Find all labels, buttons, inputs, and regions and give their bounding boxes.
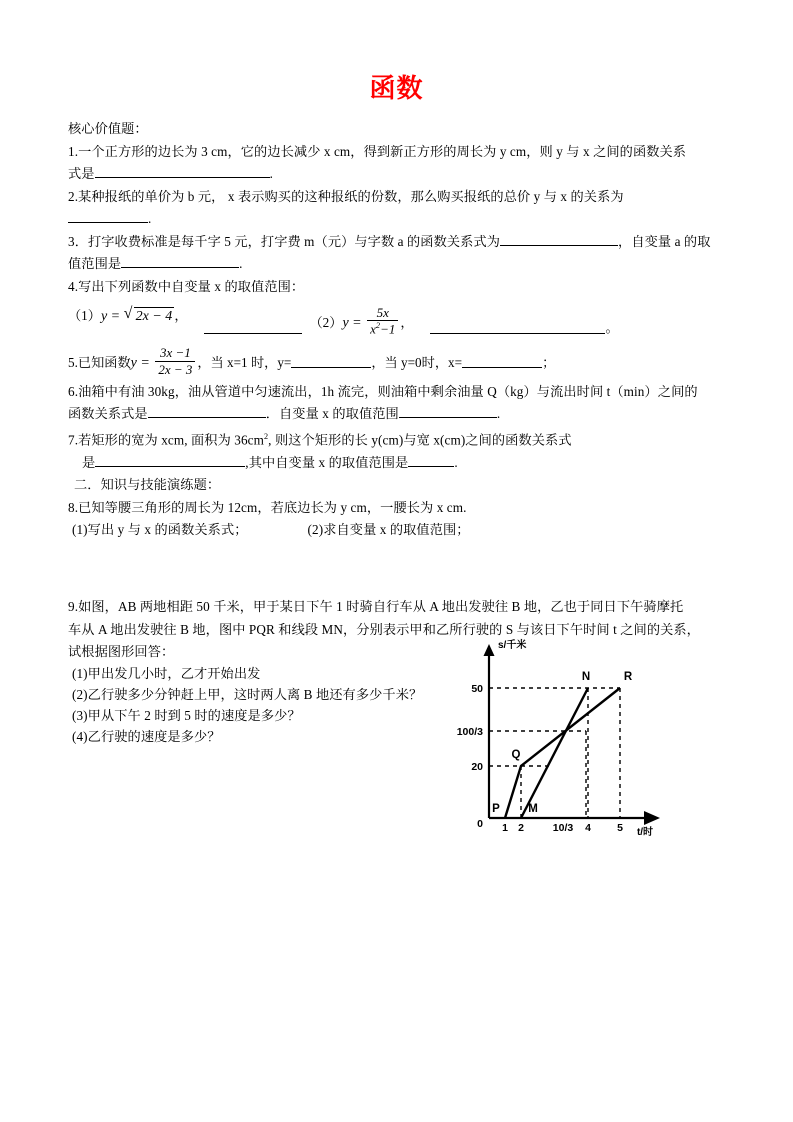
x-axis-arrow [644,811,660,825]
question-6-line-2 [68,403,728,426]
question-6-text-b: 函数关系式是 [68,406,148,422]
question-7-text-b: 是 [82,454,96,470]
fraction-denominator: $x^2-1$ [367,320,398,336]
question-8-sub2: (2)求自变量 x 的取值范围； [307,522,470,538]
answer-blank-q5-b[interactable] [462,354,542,368]
origin-label: 0 [477,818,483,830]
answer-blank-q7-a[interactable] [95,453,245,467]
answer-blank-q7-b[interactable] [408,453,454,467]
question-8-sub1: (1)写出 y 与 x 的函数关系式； [72,522,248,538]
section-heading-skills: 二．知识与技能演练题： [74,477,221,493]
point-label-n: N [581,671,591,683]
question-9-sub-1: (1)甲出发几小时，乙才开始出发 [72,666,261,681]
answer-blank-q5-a[interactable] [291,354,371,368]
page-title: 函数 [369,74,424,103]
graph-svg [455,636,685,851]
question-2-period: . [148,211,152,226]
answer-blank-q4-2[interactable] [430,320,605,334]
question-9-sub-3: (3)甲从下午 2 时到 5 时的速度是多少？ [72,708,301,723]
question-7-period: . [454,454,458,470]
question-1-line-2 [68,163,728,186]
question-4-sub1-label: （1） [68,308,101,323]
x-tick-2: 2 [518,822,524,834]
question-6-line-1: 6.油箱中有油 30kg，油从管道中匀速流出，1h 流完，则油箱中剩余油量 Q（kg）与流出时间 t（min）之间的 [68,383,698,399]
question-1-label: 式是 [68,166,95,181]
formula-q4-1: y = √ 2x − 4 [100,305,173,324]
question-3-line-1 [68,231,728,254]
formula-q5: y = $\frac{3x -1}{2x - 3}$ [131,345,198,376]
question-4-sub1 [68,305,188,325]
section-heading-core: 核心价值题： [68,121,148,136]
question-1-line-1: 1.一个正方形的边长为 3 cm，它的边长减少 x cm，得到新正方形的周长为 y cm，则 y 与 x 之间的函数关系 [68,143,687,159]
answer-blank-q6-a[interactable] [148,404,266,418]
point-label-r: R [623,671,633,683]
question-8-subitems [68,519,728,542]
question-4-sub2-comma: ， [400,314,414,330]
question-1-period: . [269,166,273,181]
question-3-period: . [239,256,243,271]
question-3-text-a: 3．打字收费标准是每千字 5 元，打字费 m（元）与字数 a 的函数关系式为 [68,233,501,249]
question-3-line-2 [68,253,728,276]
answer-blank-q1[interactable] [95,164,270,178]
question-7-text-a: 7.若矩形的宽为 xcm, 面积为 36cm [68,432,264,448]
question-7-text-a2: , 则这个矩形的长 y(cm)与宽 x(cm)之间的函数关系式 [268,432,572,448]
function-graph [455,636,685,851]
answer-blank-q4-1[interactable] [204,320,302,334]
question-3-text-b: ，自变量 a 的取 [618,233,711,249]
answer-blank-q3-a[interactable] [500,232,618,246]
y-axis-label: s/千米 [498,640,527,651]
question-4-sub2 [310,305,414,336]
sqrt-icon: √ 2x − 4 [123,305,173,324]
question-9-line-3: 试根据图形回答： [68,644,175,659]
x-tick-10-3: 10/3 [552,822,574,834]
x-tick-4: 4 [585,822,591,834]
question-2-line-1: 2.某种报纸的单价为 b 元， x 表示购买的这种报纸的份数，那么购买报纸的总价 y 与 x 的关系为 [68,188,624,204]
question-6-text-c: ．自变量 x 的取值范围 [265,406,399,422]
question-9-sub-4: (4)乙行驶的速度是多少？ [72,729,221,744]
question-6-period: . [496,406,501,422]
y-tick-20: 20 [471,761,483,773]
point-label-q: Q [511,749,521,761]
series-pqr [505,688,620,818]
question-9-line-2: 车从 A 地出发驶往 B 地，图中 PQR 和线段 MN，分别表示甲和乙所行驶的 S 与该日下午时间 t 之间的关系， [68,621,700,637]
question-7-text-c: ,其中自变量 x 的取值范围是 [245,454,409,470]
question-9-sub-2: (2)乙行驶多少分钟赶上甲，这时两人离 B 地还有多少千米？ [72,687,423,702]
y-axis-arrow [484,644,495,656]
answer-blank-q2[interactable] [68,209,148,223]
fraction-q4-2: $\frac{5x}{x^2-1}$ [367,305,398,336]
question-5-end: ； [542,354,556,370]
document-body [68,118,728,542]
y-tick-50: 50 [471,683,483,695]
question-9-subitems [72,663,472,747]
question-9-line-1: 9.如图，AB 两地相距 50 千米，甲于某日下午 1 时骑自行车从 A 地出发驶往 B 地，乙也于同日下午骑摩托 [68,599,684,614]
question-5-lead: 5.已知函数 [68,354,131,370]
question-8-stem: 8.已知等腰三角形的周长为 12cm，若底边长为 y cm，一腰长为 x cm. [68,499,467,515]
x-axis-label: t/时 [636,827,654,838]
question-7-line-1 [68,426,728,452]
question-3-text-c: 值范围是 [68,256,122,271]
formula-q4-2: y = $\frac{5x}{x^2-1}$ [342,305,400,336]
y-tick-100-3: 100/3 [456,726,483,738]
fraction-q5: $\frac{3x -1}{2x - 3}$ [155,345,195,376]
question-4-sub1-comma: ， [174,308,188,323]
answer-blank-q3-b[interactable] [121,254,239,268]
question-5-mid-1: ，当 x=1 时，y= [197,354,292,370]
answer-blank-q6-b[interactable] [399,404,497,418]
question-7-line-2 [68,452,728,475]
point-label-p: P [492,803,500,815]
series-mn [521,688,588,818]
question-5-mid-2: ，当 y=0时，x= [371,354,463,370]
question-4-sub2-label: （2） [309,314,343,330]
x-tick-5: 5 [617,822,623,834]
question-4-stem: 4.写出下列函数中自变量 x 的取值范围： [68,278,305,294]
question-4-endmark: 。 [605,320,619,336]
question-7-superscript: 2 [263,431,269,441]
question-2-line-2 [68,208,728,231]
x-tick-1: 1 [502,822,508,834]
point-label-m: M [528,803,538,815]
question-4-subitems [68,305,728,336]
question-5 [68,345,728,376]
